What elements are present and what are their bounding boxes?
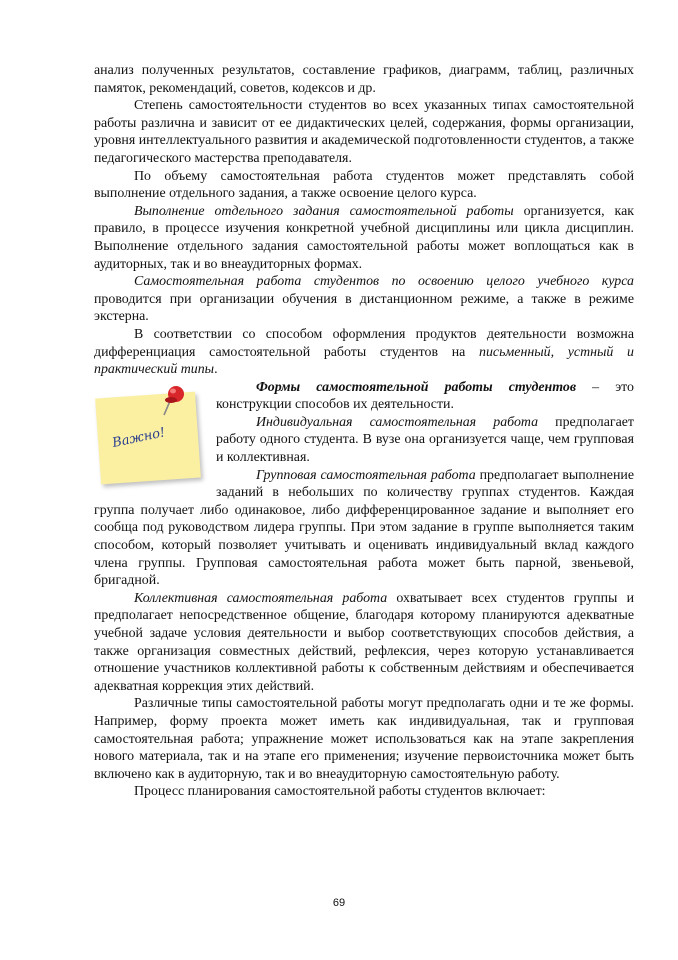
text: предполагает работу одного студента. В вузе она организуется чаще, чем групповая и коллективная. — [216, 414, 634, 466]
paragraph: Процесс планирования самостоятельной работы студентов включает: — [134, 784, 546, 800]
page-body — [94, 62, 634, 801]
paragraph — [94, 590, 634, 696]
paragraph: Степень самостоятельности студентов во всех указанных типах самостоятельной работы различна и зависит от ее дидактических целей, содержания, формы организации, уровня интеллектуального развития и академической подготовленности студентов, а также педагогического мастерства преподавателя. — [94, 98, 634, 166]
emphasis: письменный, устный и практический типы — [94, 344, 634, 378]
emphasis: Индивидуальная самостоятельная работа — [256, 414, 539, 430]
text: охватывает всех студентов группы и предполагает непосредственное общение, благодаря которому планируются адекватные учебной задаче условия деятельности и выбор соответствующих способов действия, а также организация совместных действий, рефлексия, через которую устанавливается отношение участников коллективной работы к собственным действиям и обеспечивается адекватная коррекция этих действий. — [94, 590, 635, 694]
paragraph: Различные типы самостоятельной работы могут предполагать одни и те же формы. Например, форму проекта может иметь как индивидуальная, так и групповая самостоятельная работа; упражнение может использоваться как на этапе закрепления нового материала, так и на этапе его применения; изучение первоисточника может быть включено как в аудиторную, так и во внеаудиторную самостоятельную работу. — [94, 696, 634, 782]
important-sticker — [94, 383, 210, 487]
paragraph: По объему самостоятельная работа студентов может представлять собой выполнение отдельного задания, а также освоение целого курса. — [94, 168, 634, 202]
text: В соответствии со способом оформления продуктов деятельности возможна дифференциация самостоятельной работы студентов на — [94, 326, 634, 360]
text: предполагает выполнение заданий в небольших по количеству группах студентов. Каждая группа получает либо одинаковое, либо дифференцированное задание и выполняет его сообща под руководством лидера группы. При этом задание в группе выполняется таким способом, который позволяет учитывать и оценивать индивидуальный вклад каждого члена группы. Групповая самостоятельная работа может быть парной, звеньевой, бригадной. — [94, 467, 634, 589]
text: . — [214, 362, 218, 378]
page-number: 69 — [332, 897, 346, 909]
emphasis: Выполнение отдельного задания самостоятельной работы — [134, 203, 514, 219]
paragraph — [94, 273, 634, 326]
emphasis: Групповая самостоятельная работа — [256, 467, 476, 483]
emphasis: Коллективная самостоятельная работа — [134, 590, 388, 606]
paragraph: анализ полученных результатов, составление графиков, диаграмм, таблиц, различных памяток, рекомендаций, советов, кодексов и др. — [94, 63, 634, 96]
sticker-label: Важно! — [110, 424, 167, 451]
text: организуется, как правило, в процессе изучения конкретной учебной дисциплины или цикла дисциплин. Выполнение отдельного задания самостоятельной работы может воплощаться как в аудиторных, так и во внеаудиторных формах. — [94, 203, 634, 272]
bold-emphasis: Формы самостоятельной работы студентов — [256, 379, 577, 395]
paragraph — [94, 203, 634, 273]
paragraph — [94, 326, 634, 379]
pushpin-icon — [160, 383, 188, 417]
emphasis: Самостоятельная работа студентов по освоению целого учебного курса — [134, 274, 634, 290]
text: – это конструкции способов их деятельности. — [216, 379, 634, 413]
text: проводится при организации обучения в дистанционном режиме, а также в режиме экстерна. — [94, 291, 634, 325]
